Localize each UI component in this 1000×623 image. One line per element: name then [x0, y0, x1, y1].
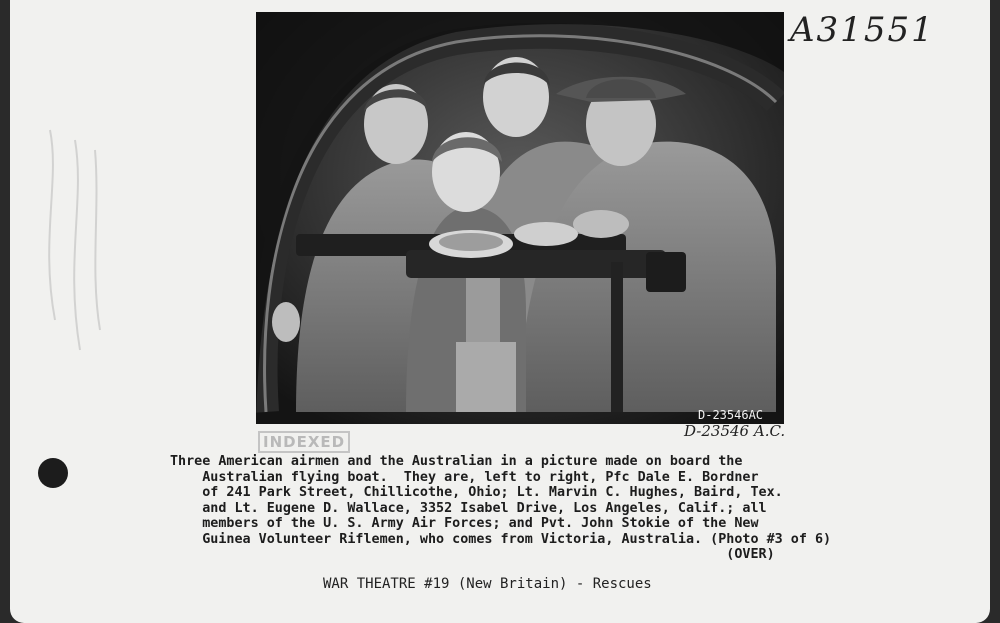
caption-line: (OVER): [170, 547, 775, 562]
indexed-stamp: INDEXED: [258, 431, 350, 453]
caption-line: Three American airmen and the Australian in a picture made on board the: [170, 454, 743, 469]
catalog-number: A31551: [790, 10, 935, 50]
caption-line: members of the U. S. Army Air Forces; and Pvt. John Stokie of the New: [170, 516, 759, 531]
footer-label: WAR THEATRE #19 (New Britain) - Rescues: [323, 576, 652, 592]
caption-line: Australian flying boat. They are, left to right, Pfc Dale E. Bordner: [170, 469, 759, 485]
caption-line: Guinea Volunteer Riflemen, who comes from Victoria, Australia. (Photo #3 of 6): [170, 531, 832, 547]
negative-number: D-23546AC: [698, 408, 764, 422]
caption-line: and Lt. Eugene D. Wallace, 3352 Isabel Drive, Los Angeles, Calif.; all: [170, 500, 767, 516]
handwritten-number: D-23546 A.C.: [684, 422, 786, 440]
caption: [170, 454, 960, 563]
faint-pencil-notes: [30, 120, 120, 370]
caption-line: of 241 Park Street, Chillicothe, Ohio; Lt. Marvin C. Hughes, Baird, Tex.: [170, 485, 783, 500]
punch-hole: [38, 458, 68, 488]
photograph: [256, 12, 784, 424]
